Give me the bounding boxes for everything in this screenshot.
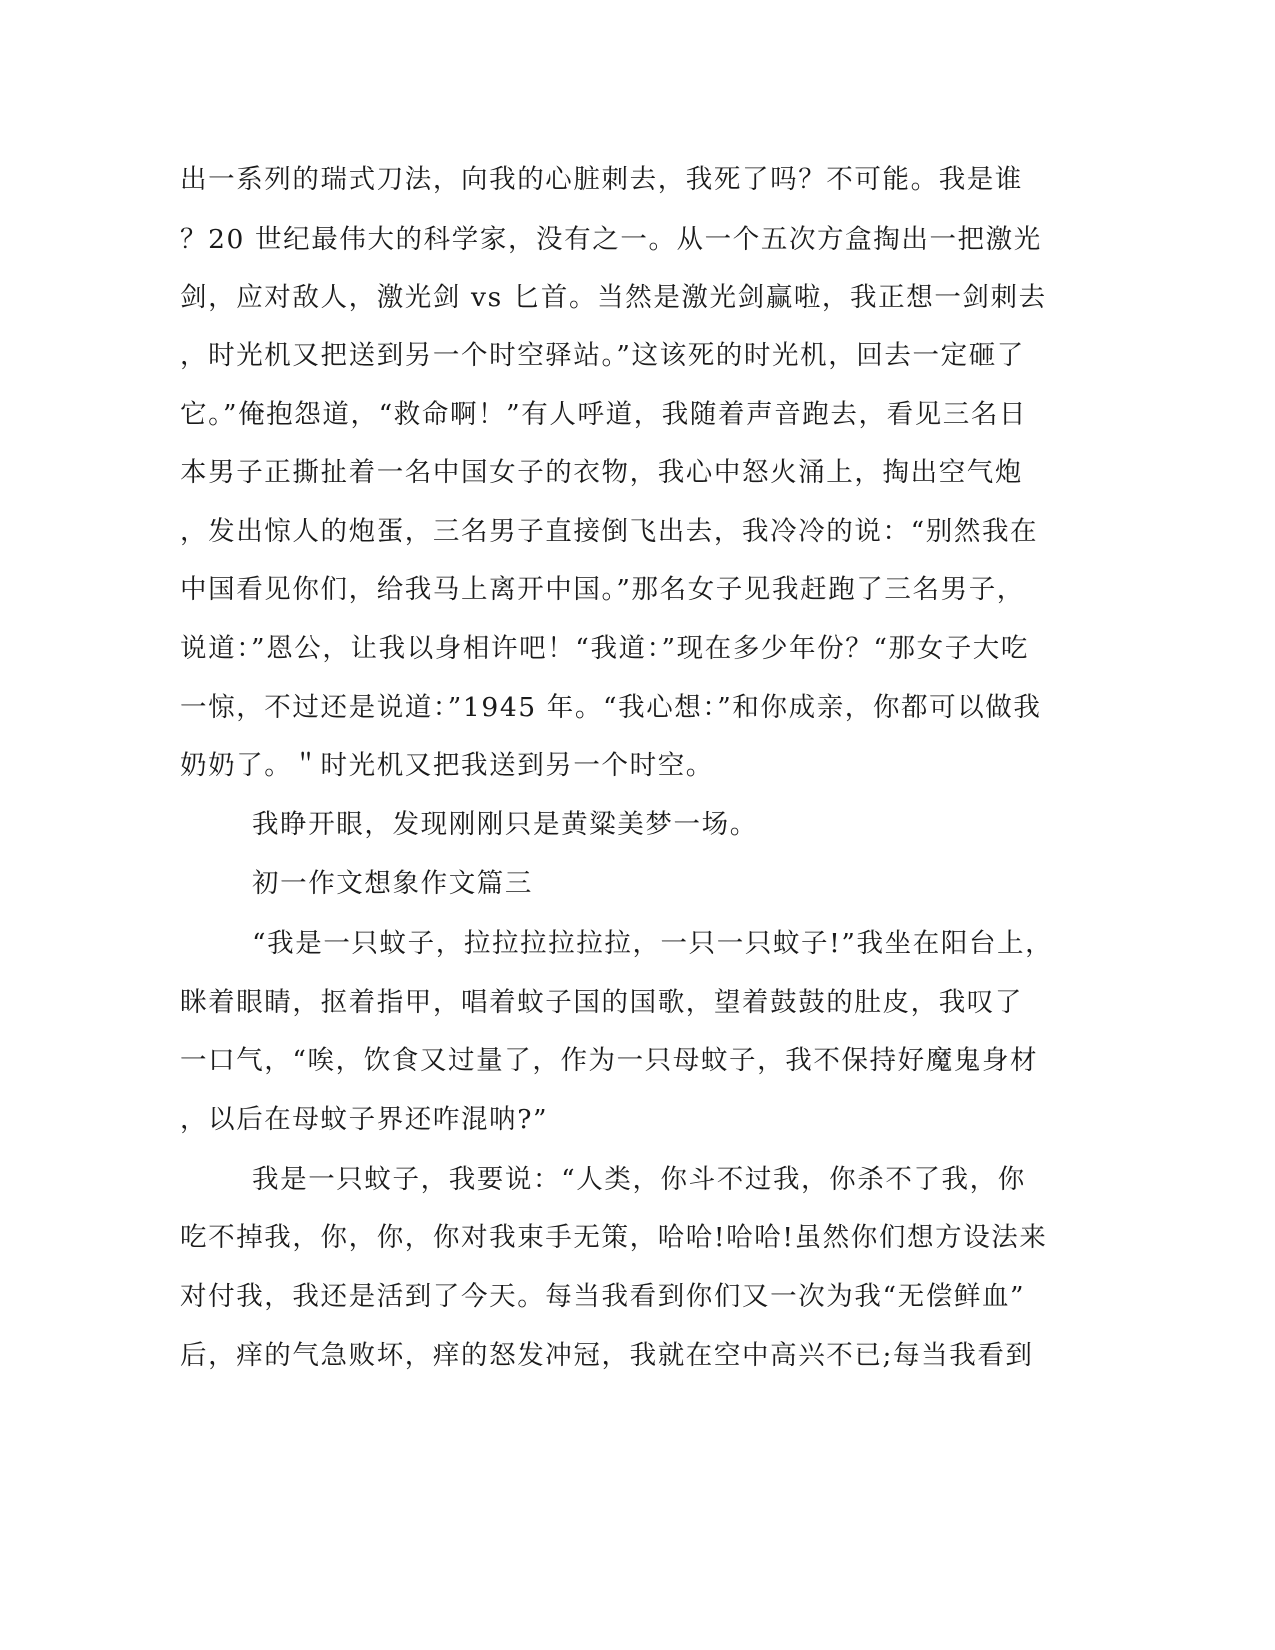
text-line: 说道：”恩公，让我以身相许吧！“我道：”现在多少年份？“那女子大吃	[180, 633, 1029, 664]
text-line: ，时光机又把送到另一个时空驿站。”这该死的时光机，回去一定砸了	[180, 340, 1025, 371]
text-line: 一惊，不过还是说道：”1945 年。“我心想：”和你成亲，你都可以做我	[180, 692, 1042, 723]
section-heading: 初一作文想象作文篇三	[252, 868, 533, 899]
text-line: 眯着眼睛，抠着指甲，唱着蚊子国的国歌，望着鼓鼓的肚皮，我叹了	[180, 987, 1023, 1018]
text-line: 对付我，我还是活到了今天。每当我看到你们又一次为我“无偿鲜血”	[180, 1281, 1026, 1312]
text-line: 吃不掉我，你，你，你对我束手无策，哈哈!哈哈!虽然你们想方设法来	[180, 1222, 1048, 1253]
paragraph-line: 我是一只蚊子，我要说：“人类，你斗不过我，你杀不了我，你	[252, 1164, 1026, 1195]
text-line: 剑，应对敌人，激光剑 vs 匕首。当然是激光剑赢啦，我正想一剑刺去	[180, 282, 1047, 313]
paragraph-line: 我睁开眼，发现刚刚只是黄粱美梦一场。	[252, 809, 758, 840]
text-line: 它。”俺抱怨道，“救命啊！”有人呼道，我随着声音跑去，看见三名日	[180, 399, 1028, 430]
text-line: 一口气，“唉，饮食又过量了，作为一只母蚊子，我不保持好魔鬼身材	[180, 1045, 1039, 1076]
text-line: ，以后在母蚊子界还咋混呐?”	[180, 1104, 549, 1135]
text-line: 奶奶了。＂时光机又把我送到另一个时空。	[180, 750, 714, 781]
text-line: ，发出惊人的炮蛋，三名男子直接倒飞出去，我冷冷的说：“别然我在	[180, 516, 1039, 547]
text-line: 本男子正撕扯着一名中国女子的衣物，我心中怒火涌上，掏出空气炮	[180, 457, 1023, 488]
text-line: ？20 世纪最伟大的科学家，没有之一。从一个五次方盒掏出一把激光	[180, 224, 1042, 255]
text-line: 后，痒的气急败坏，痒的怒发冲冠，我就在空中高兴不已;每当我看到	[180, 1340, 1034, 1371]
text-line: 中国看见你们，给我马上离开中国。”那名女子见我赶跑了三名男子，	[180, 574, 1025, 605]
text-line: 出一系列的瑞式刀法，向我的心脏刺去，我死了吗？不可能。我是谁	[180, 164, 1023, 195]
paragraph-line: “我是一只蚊子，拉拉拉拉拉拉，一只一只蚊子!”我坐在阳台上，	[252, 928, 1054, 959]
